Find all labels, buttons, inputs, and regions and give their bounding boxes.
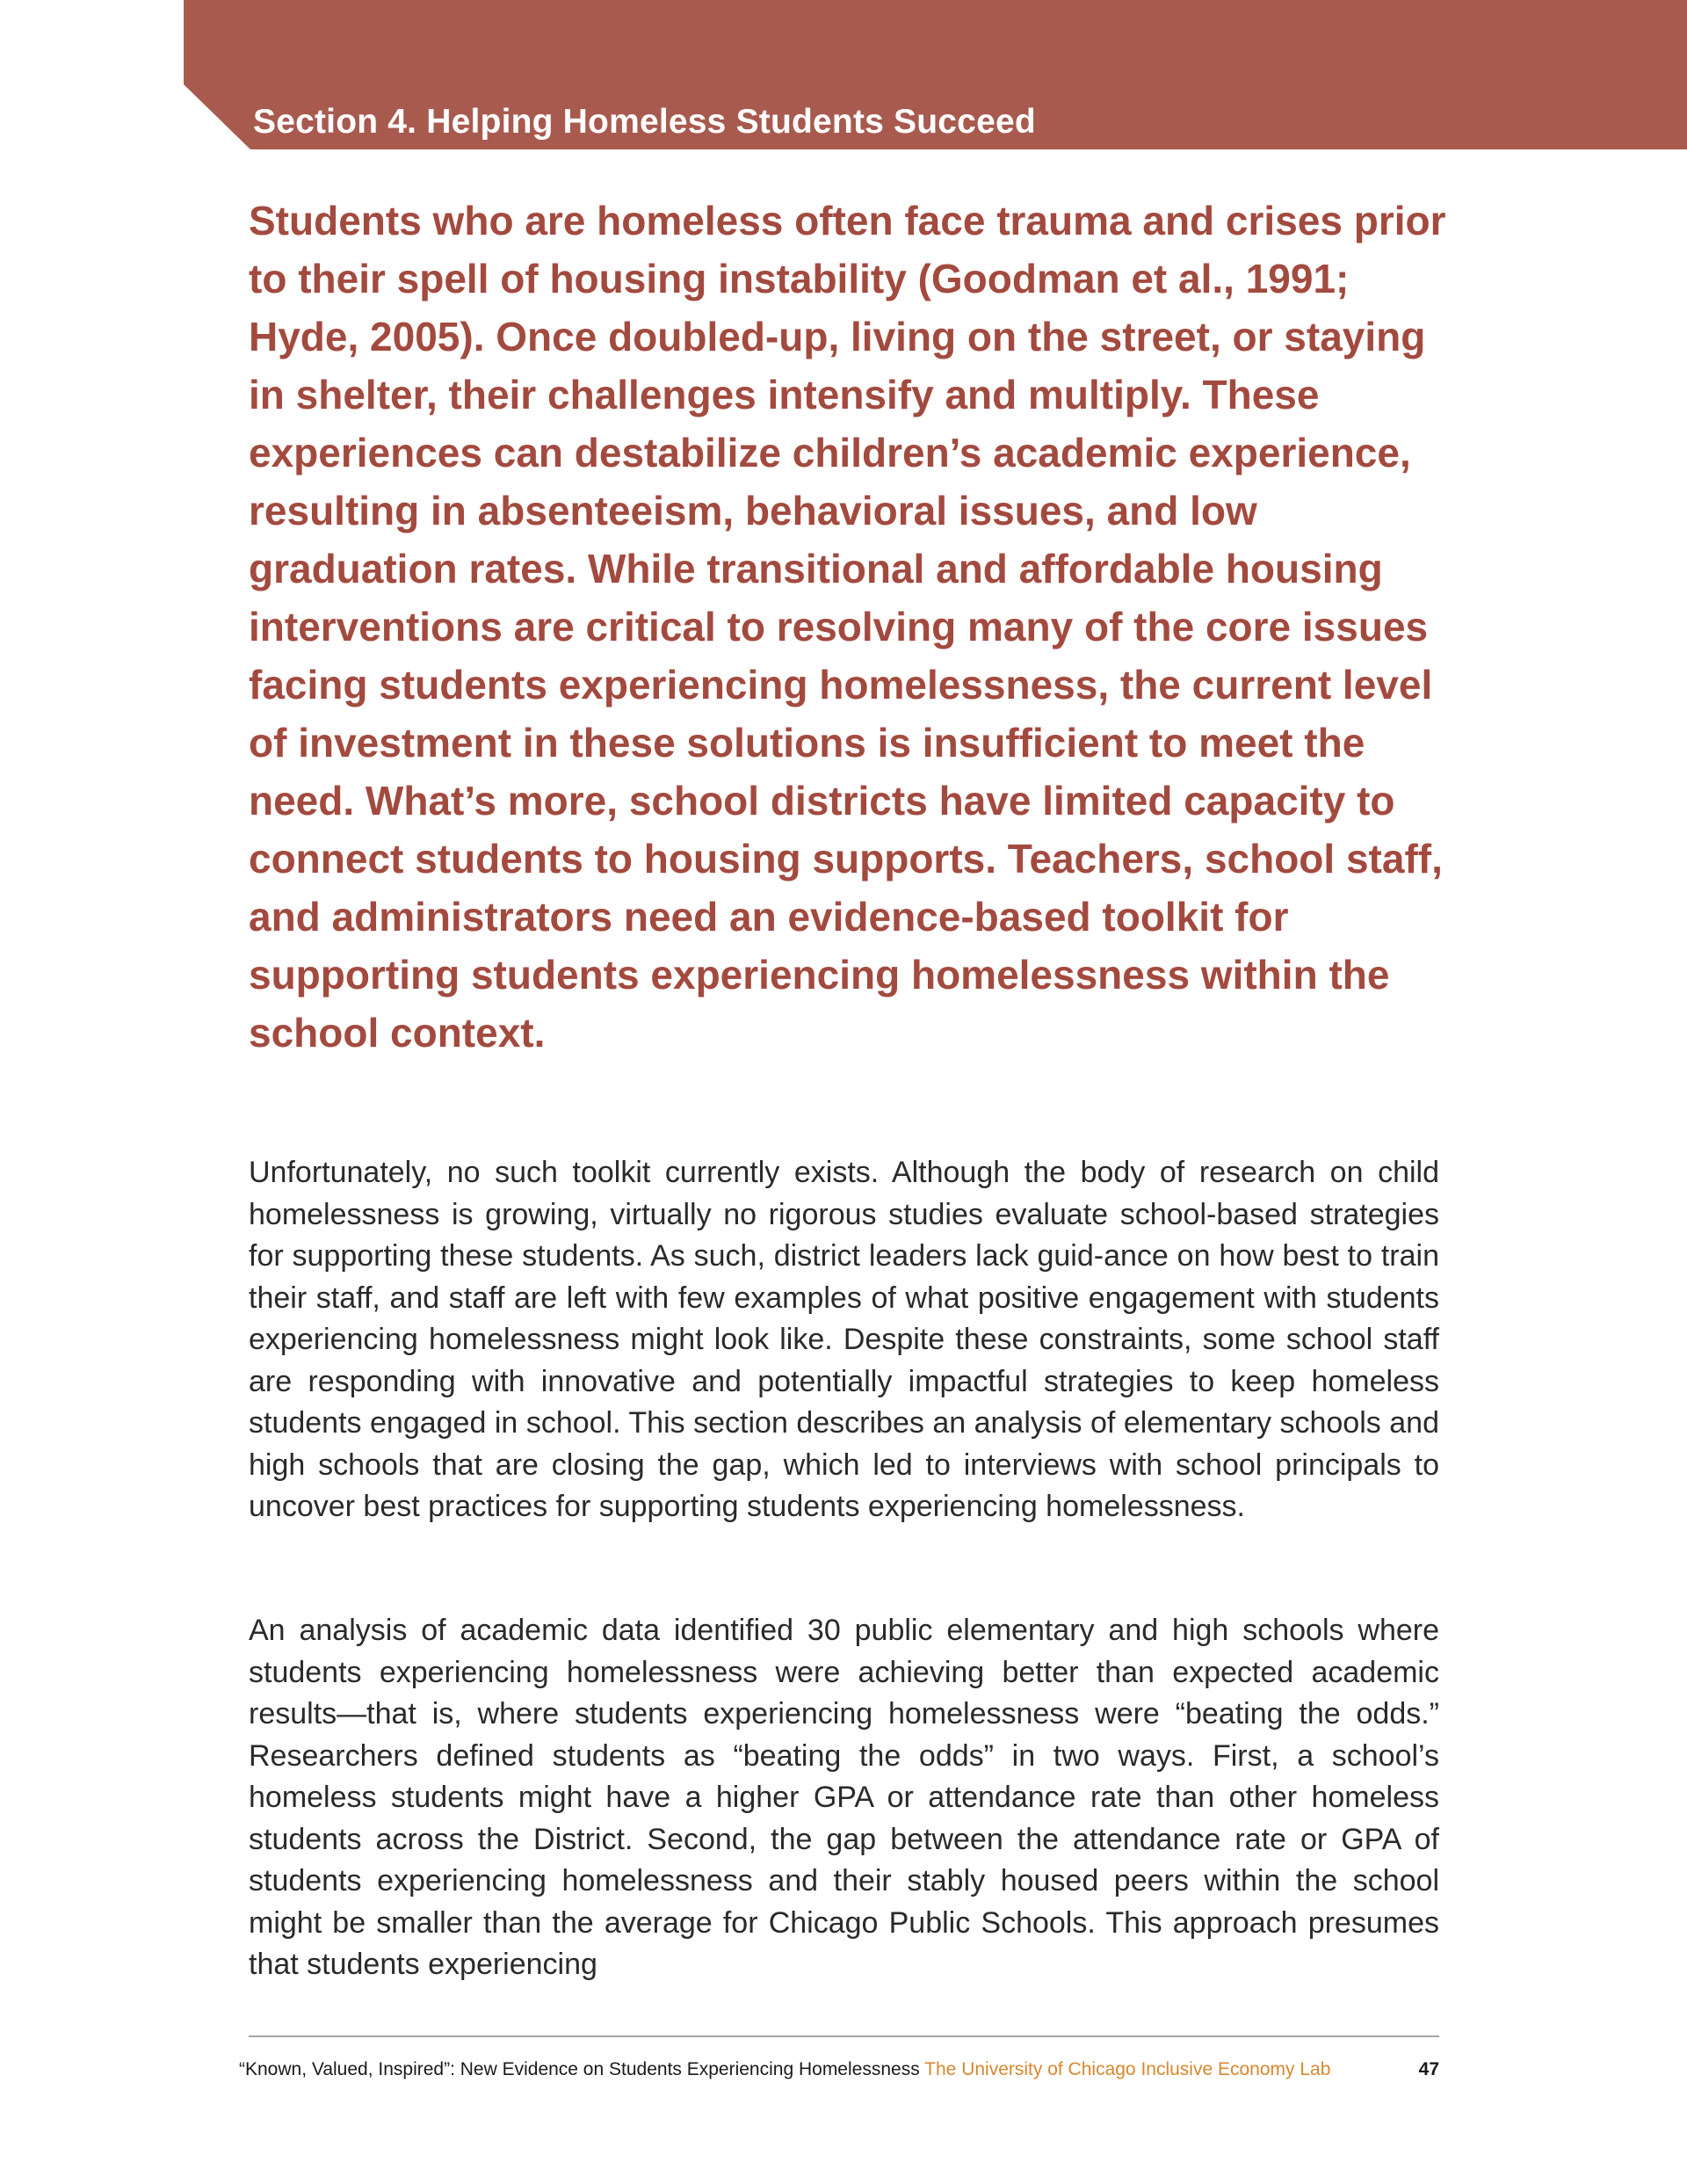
footer-organization: The University of Chicago Inclusive Economy Lab xyxy=(924,2059,1331,2079)
page-footer xyxy=(239,2057,1443,2083)
section-title: Section 4. Helping Homeless Students Succeed xyxy=(253,103,1036,141)
footer-report-title: “Known, Valued, Inspired”: New Evidence on Students Experiencing Homelessness xyxy=(239,2059,920,2079)
lead-paragraph: Students who are homeless often face trauma and crises prior to their spell of housing instability (Goodman et al., 1991; Hyde, 2005). Once doubled-up, living on the street, or staying in shelter, their challenges intensify and multiply. These experiences can destabilize children’s academic experience, resulting in absenteeism, behavioral issues, and low graduation rates. While transitional and affordable housing interventions are critical to resolving many of the core issues facing students experiencing homelessness, the current level of investment in these solutions is insufficient to meet the need. What’s more, school districts have limited capacity to connect students to housing supports. Teachers, school staff, and administrators need an evidence-based toolkit for supporting students experiencing homelessness within the school context. xyxy=(249,198,1446,1056)
body-paragraph-2: An analysis of academic data identified 30 public elementary and high schools where students experiencing homelessness were achieving better than expected academic results—that is, where students experiencing homelessness were “beating the odds.” Researchers defined students as “beating the odds” in two ways. First, a school’s homeless students might have a higher GPA or attendance rate than other homeless students across the District. Second, the gap between the attendance rate or GPA of students experiencing homelessness and their stably housed peers within the school might be smaller than the average for Chicago Public Schools. This approach presumes that students experiencing xyxy=(249,1614,1439,1981)
body-paragraph-1: Unfortunately, no such toolkit currently exists. Although the body of research on child homelessness is growing, virtually no rigorous studies evaluate school-based strategies for supporting these students. As such, district leaders lack guid-ance on how best to train their staff, and staff are left with few examples of what positive engagement with students experiencing homelessness might look like. Despite these constraints, some school staff are responding with innovative and potentially impactful strategies to keep homeless students engaged in school. This section describes an analysis of elementary schools and high schools that are closing the gap, which led to interviews with school principals to uncover best practices for supporting students experiencing homelessness. xyxy=(249,1156,1439,1523)
footer-divider xyxy=(249,2035,1439,2037)
page-number: 47 xyxy=(1418,2059,1439,2079)
